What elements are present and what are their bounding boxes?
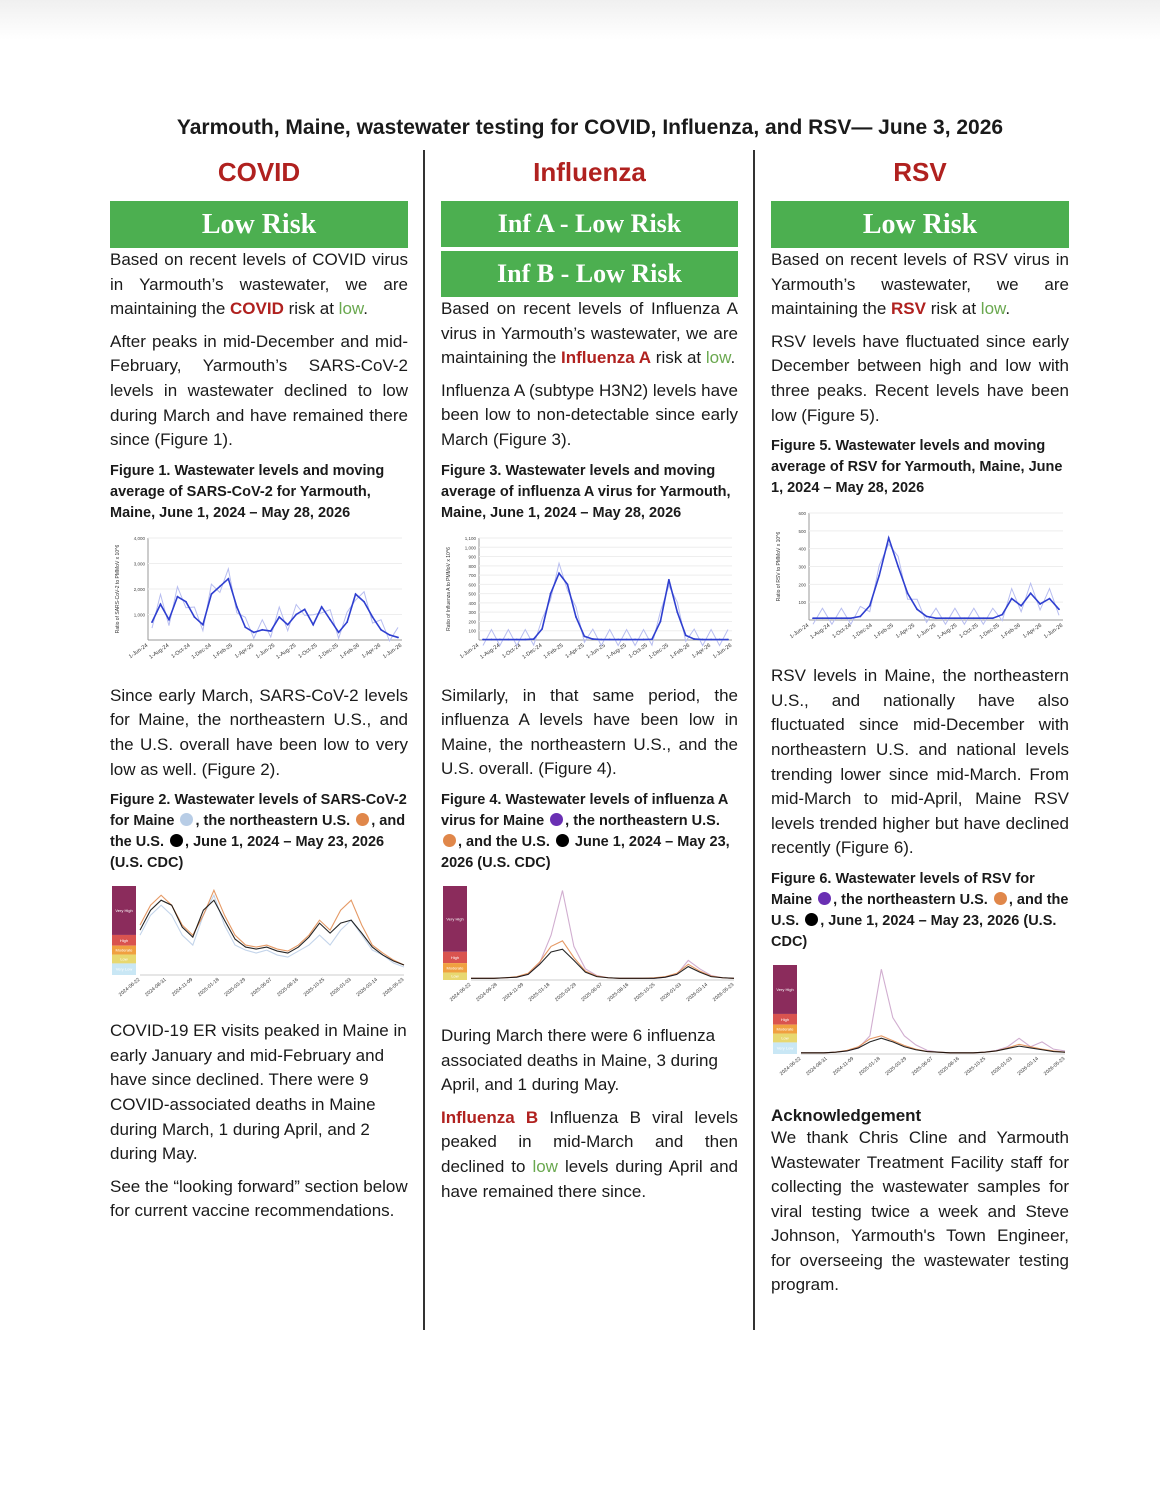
page-title: Yarmouth, Maine, wastewater testing for COVID, Influenza, and RSV— June 3, 2026: [176, 116, 1004, 139]
data-point: [869, 605, 871, 607]
flu-paragraph-3: Similarly, in that same period, the influenza A levels have been low in Maine, the northeastern U.S., and the U.S. overall. (Figure 4).: [441, 685, 738, 779]
x-tick-label: 2025-08-16: [606, 981, 631, 1003]
data-point: [878, 575, 880, 577]
x-tick-label: 1-Oct-24: [831, 622, 853, 641]
y-tick-label: 300: [468, 609, 476, 615]
data-point: [338, 631, 340, 633]
x-tick-label: 1-Apr-26: [361, 642, 382, 660]
x-tick-label: 1-Dec-25: [317, 642, 340, 661]
data-point: [372, 616, 374, 618]
data-point: [831, 617, 833, 619]
us-black-dot-icon: [556, 834, 569, 847]
data-point: [1039, 603, 1041, 605]
data-point: [312, 624, 314, 626]
covid-paragraph-1: Based on recent levels of COVID virus in Yarmouth’s wastewater, we are maintaining the COVID risk at low.: [110, 250, 408, 319]
rsv-paragraph-2: RSV levels have fluctuated since early December between high and low with three peaks. Recent levels have been low (Figure 5).: [771, 331, 1069, 425]
x-tick-label: 2026-01-03: [990, 1055, 1014, 1077]
x-tick-label: 2026-03-14: [355, 977, 379, 999]
x-tick-label: 1-Jun-26: [711, 642, 734, 660]
x-tick-label: 1-Feb-26: [1000, 622, 1022, 641]
y-tick-label: 1,000: [133, 612, 145, 618]
data-point: [693, 638, 695, 640]
flu-paragraph-2: Influenza A (subtype H3N2) levels have been low to non-detectable since early March (Figure 3).: [441, 380, 738, 449]
x-tick-label: 1-Jun-25: [585, 642, 607, 660]
data-point: [1030, 593, 1032, 595]
y-tick-label: 500: [468, 591, 476, 597]
x-tick-label: 1-Aug-25: [936, 622, 959, 641]
data-point: [507, 638, 509, 640]
y-tick-label: 200: [468, 619, 476, 625]
x-tick-label: 2025-10-25: [302, 977, 327, 999]
flu-paragraph-5: Influenza B Influenza B viral levels peaked in mid-March and then declined to low levels during April and have remained there since.: [441, 1107, 739, 1201]
data-point: [1020, 605, 1022, 607]
influenza-column: [441, 155, 738, 1212]
maine-purple-dot-icon: [818, 892, 831, 905]
column-divider-right: [753, 150, 755, 1330]
data-point: [253, 631, 255, 633]
series-line: [471, 949, 734, 978]
x-tick-label: 1-Oct-25: [627, 642, 649, 660]
data-point: [617, 638, 619, 640]
x-tick-label: 1-Aug-25: [605, 642, 628, 661]
y-axis-label: Ratio of Influenza A to PMMoV x 10^6: [446, 546, 452, 631]
data-point: [567, 583, 569, 585]
x-tick-label: 1-Aug-24: [148, 642, 171, 661]
data-point: [1049, 598, 1051, 600]
x-tick-label: 1-Jun-25: [915, 622, 938, 641]
x-tick-label: 2026-05-23: [711, 981, 736, 1003]
data-point: [982, 617, 984, 619]
x-tick-label: 2024-06-22: [117, 977, 142, 999]
level-label: Low: [781, 1035, 789, 1041]
moving-average-line: [813, 538, 1059, 618]
figure-4-caption: Figure 4. Wastewater levels of influenza A virus for Maine , the northeastern U.S. , and the U.S. June 1, 2024 – May 23, 2026 (U.S. CDC): [441, 791, 730, 871]
data-point: [935, 617, 937, 619]
inf-a-risk-banner: Inf A - Low Risk: [441, 201, 738, 247]
figure-1-chart: [110, 532, 408, 672]
data-point: [660, 620, 662, 622]
data-point: [850, 617, 852, 619]
data-point: [719, 638, 721, 640]
level-label: Very High: [115, 908, 133, 914]
y-axis-label: Ratio of RSV to PMMoV x 10^6: [776, 531, 782, 602]
x-tick-label: 2025-06-07: [249, 977, 274, 999]
data-point: [859, 616, 861, 618]
x-tick-label: 2025-03-29: [554, 981, 578, 1003]
data-point: [202, 624, 204, 626]
series-line: [140, 900, 404, 965]
level-label: High: [119, 937, 129, 943]
x-tick-label: 1-Apr-25: [564, 642, 586, 660]
y-tick-label: 800: [468, 563, 476, 569]
data-point: [727, 638, 729, 640]
x-tick-label: 2024-11-09: [831, 1055, 856, 1077]
x-tick-label: 2026-03-14: [1016, 1055, 1040, 1077]
flu-paragraph-1: Based on recent levels of Influenza A virus in Yarmouth’s wastewater, we are maintaining the Influenza A risk at low.: [441, 299, 738, 368]
x-tick-label: 2025-10-25: [632, 981, 657, 1003]
level-label: Very Low: [115, 966, 133, 972]
inf-b-risk-banner: Inf B - Low Risk: [441, 251, 738, 297]
y-tick-label: 100: [468, 628, 476, 634]
level-label: Moderate: [776, 1026, 794, 1032]
x-tick-label: 1-Feb-26: [339, 642, 361, 661]
y-axis-label: Ratio of SARS-CoV-2 to PMMoV x 10^6: [115, 544, 121, 633]
data-point: [973, 617, 975, 619]
data-point: [355, 593, 357, 595]
data-point: [558, 572, 560, 574]
x-tick-label: 2025-10-25: [963, 1055, 988, 1077]
data-point: [380, 629, 382, 631]
x-tick-label: 2024-11-09: [170, 977, 195, 998]
x-tick-label: 1-Oct-25: [958, 622, 980, 641]
ne-orange-dot-icon: [356, 813, 369, 826]
data-point: [329, 618, 331, 620]
data-point: [945, 617, 947, 619]
data-point: [219, 585, 221, 587]
series-line: [801, 1036, 1065, 1053]
x-tick-label: 2026-01-03: [659, 981, 683, 1003]
x-tick-label: 2024-08-31: [144, 977, 168, 999]
rsv-column: [771, 155, 1069, 1306]
data-point: [236, 606, 238, 608]
data-point: [287, 624, 289, 626]
x-tick-label: 1-Dec-24: [190, 642, 213, 661]
x-tick-label: 1-Aug-24: [809, 622, 832, 641]
x-tick-label: 1-Aug-24: [479, 642, 502, 661]
y-tick-label: 200: [798, 582, 806, 588]
x-tick-label: 1-Dec-25: [647, 642, 670, 661]
figure-5-chart: [771, 507, 1069, 652]
y-tick-label: 100: [798, 600, 806, 606]
y-tick-label: 900: [468, 554, 476, 560]
acknowledgement-title: Acknowledgement: [771, 1105, 922, 1125]
x-tick-label: 1-Apr-25: [895, 622, 916, 641]
x-tick-label: 2025-06-07: [910, 1055, 935, 1077]
x-tick-label: 1-Feb-25: [542, 642, 565, 661]
x-tick-label: 1-Feb-25: [873, 622, 895, 641]
data-point: [346, 621, 348, 623]
x-tick-label: 2024-06-22: [778, 1055, 803, 1077]
x-tick-label: 1-Jun-26: [381, 642, 404, 660]
data-point: [954, 617, 956, 619]
x-tick-label: 2026-05-23: [1042, 1055, 1067, 1077]
series-line: [801, 969, 1065, 1053]
x-tick-label: 1-Feb-25: [212, 642, 234, 661]
data-point: [888, 537, 890, 539]
data-point: [160, 603, 162, 605]
data-point: [992, 617, 994, 619]
data-point: [541, 628, 543, 630]
figure-3-caption: Figure 3. Wastewater levels and moving average of influenza A virus for Yarmouth, Maine, June 1, 2024 – May 28, 2026: [441, 462, 731, 521]
flu-paragraph-4: During March there were 6 influenza associated deaths in Maine, 3 during April, and 1 during May.: [441, 1025, 718, 1095]
figure-6-caption: Figure 6. Wastewater levels of RSV for Maine , the northeastern U.S. , and the U.S. , June 1, 2024 – May 23, 2026 (U.S. CDC): [771, 870, 1069, 950]
moving-average-line: [483, 573, 728, 639]
x-tick-label: 2024-08-31: [805, 1055, 829, 1077]
ne-orange-dot-icon: [443, 834, 456, 847]
data-point: [609, 638, 611, 640]
data-point: [702, 638, 704, 640]
data-point: [1011, 598, 1013, 600]
covid-paragraph-3: Since early March, SARS-CoV-2 levels for Maine, the northeastern U.S., and the U.S. overall have been low to very low as well. (Figure 2).: [110, 685, 408, 779]
x-tick-label: 2025-08-16: [937, 1055, 961, 1077]
moving-average-line: [152, 579, 398, 638]
rsv-heading: RSV: [893, 157, 947, 187]
data-point: [1001, 614, 1003, 616]
x-tick-label: 1-Apr-25: [234, 642, 255, 660]
data-point: [822, 617, 824, 619]
data-point: [295, 613, 297, 615]
figure-2-caption: Figure 2. Wastewater levels of SARS-CoV-2 for Maine , the northeastern U.S. , and the U.S. , June 1, 2024 – May 23, 2026 (U.S. CDC): [110, 792, 407, 872]
data-point: [575, 615, 577, 617]
data-point: [321, 606, 323, 608]
series-line: [471, 890, 734, 978]
y-tick-label: 600: [798, 511, 806, 517]
x-tick-label: 1-Apr-26: [1022, 622, 1043, 641]
level-label: Very High: [446, 916, 464, 922]
column-divider-left: [423, 150, 425, 1330]
y-tick-label: 300: [798, 564, 806, 570]
x-tick-label: 2024-11-09: [501, 981, 525, 1003]
figure-1-caption: Figure 1. Wastewater levels and moving average of SARS-CoV-2 for Yarmouth, Maine, June 1, 2024 – May 28, 2026: [110, 462, 385, 521]
x-tick-label: 1-Jun-24: [127, 642, 150, 660]
x-tick-label: 1-Oct-24: [170, 642, 192, 660]
data-point: [907, 593, 909, 595]
data-point: [363, 601, 365, 603]
y-tick-label: 700: [468, 572, 476, 578]
data-point: [278, 616, 280, 618]
acknowledgement-text: We thank Chris Cline and Yarmouth Wastewater Treatment Facility staff for collecting the wastewater samples for viral testing twice a week and Steve Johnson, Yarmouth's Town Engineer, for overseeing the wastewater testing program.: [771, 1127, 1069, 1295]
data-point: [482, 638, 484, 640]
ne-orange-dot-icon: [994, 892, 1007, 905]
y-tick-label: 600: [468, 581, 476, 587]
x-tick-label: 2025-06-07: [580, 981, 604, 1003]
x-tick-label: 2026-01-03: [329, 977, 353, 999]
covid-heading: COVID: [217, 157, 301, 187]
series-line: [140, 890, 404, 965]
us-black-dot-icon: [170, 834, 183, 847]
x-tick-label: 1-Dec-25: [978, 622, 1001, 641]
data-point: [897, 566, 899, 568]
data-point: [685, 634, 687, 636]
data-point: [185, 601, 187, 603]
data-point: [177, 596, 179, 598]
x-tick-label: 1-Dec-24: [851, 622, 874, 641]
data-point: [524, 638, 526, 640]
level-label: Very High: [776, 986, 794, 992]
covid-paragraph-5: See the “looking forward” section below for current vaccine recommendations.: [110, 1176, 408, 1221]
figure-2-chart: [110, 882, 408, 1007]
covid-paragraph-4: COVID-19 ER visits peaked in Maine in early January and mid-February and have since declined. There were 9 COVID-associated deaths in Maine during March, 1 during April, and 2 during May.: [110, 1021, 407, 1164]
data-point: [244, 626, 246, 628]
maine-purple-dot-icon: [550, 813, 563, 826]
influenza-heading: Influenza: [533, 157, 646, 187]
data-point: [194, 616, 196, 618]
data-point: [227, 578, 229, 580]
rsv-paragraph-1: Based on recent levels of RSV virus in Yarmouth’s wastewater, we are maintaining the RSV risk at low.: [771, 250, 1069, 319]
x-tick-label: 1-Dec-24: [521, 642, 544, 661]
raw-series-line: [152, 569, 398, 641]
x-tick-label: 1-Oct-25: [297, 642, 319, 660]
x-tick-label: 1-Jun-26: [1042, 622, 1065, 641]
data-point: [491, 638, 493, 640]
data-point: [583, 635, 585, 637]
us-black-dot-icon: [805, 913, 818, 926]
y-tick-label: 1,000: [464, 544, 476, 550]
y-tick-label: 400: [798, 546, 806, 552]
x-tick-label: 1-Oct-24: [501, 642, 523, 660]
data-point: [643, 638, 645, 640]
maine-lightblue-dot-icon: [180, 813, 193, 826]
data-point: [499, 638, 501, 640]
y-tick-label: 3,000: [133, 561, 145, 567]
x-tick-label: 1-Jun-25: [254, 642, 277, 660]
data-point: [626, 638, 628, 640]
y-tick-label: 4,000: [133, 535, 145, 541]
y-tick-label: 500: [798, 528, 806, 534]
level-label: Low: [451, 973, 459, 979]
x-tick-label: 1-Jun-24: [458, 642, 481, 660]
data-point: [926, 616, 928, 618]
x-tick-label: 2025-01-18: [858, 1055, 882, 1077]
data-point: [916, 609, 918, 611]
x-tick-label: 1-Apr-26: [691, 642, 713, 660]
x-tick-label: 2024-09-28: [475, 981, 499, 1003]
data-point: [210, 593, 212, 595]
covid-column: [110, 155, 408, 1232]
data-point: [389, 634, 391, 636]
data-point: [668, 578, 670, 580]
covid-paragraph-2: After peaks in mid-December and mid-February, Yarmouth’s SARS-CoV-2 levels in wastewater declined to low during March and have remained there since (Figure 1).: [110, 331, 408, 450]
level-label: High: [450, 954, 460, 960]
data-point: [270, 630, 272, 632]
data-point: [812, 617, 814, 619]
data-point: [676, 611, 678, 613]
figure-6-chart: [771, 961, 1069, 1086]
level-label: Very Low: [776, 1045, 794, 1051]
x-tick-label: 1-Feb-26: [669, 642, 691, 661]
rsv-paragraph-3: RSV levels in Maine, the northeastern U.S., and nationally have also fluctuated since mid-December with northeastern U.S. and national levels trending lower since mid-March. From mid-March to mid-April, Maine RSV levels trended higher but have declined recently (Figure 6).: [771, 666, 1069, 858]
data-point: [261, 629, 263, 631]
figure-4-chart: [441, 882, 738, 1012]
data-point: [168, 618, 170, 620]
data-point: [710, 638, 712, 640]
data-point: [550, 592, 552, 594]
data-point: [634, 638, 636, 640]
y-tick-label: 400: [468, 600, 476, 606]
data-point: [304, 608, 306, 610]
covid-risk-banner: Low Risk: [110, 201, 408, 248]
x-tick-label: 2026-05-23: [381, 977, 406, 999]
data-point: [397, 636, 399, 638]
x-tick-label: 2025-08-16: [276, 977, 300, 999]
x-tick-label: 1-Jun-24: [788, 622, 811, 641]
y-tick-label: 2,000: [133, 586, 145, 592]
data-point: [516, 638, 518, 640]
x-tick-label: 2026-03-14: [685, 981, 709, 1003]
y-tick-label: 1,100: [464, 535, 476, 541]
x-tick-label: 2025-03-29: [223, 977, 247, 999]
data-point: [963, 617, 965, 619]
level-label: Moderate: [115, 947, 133, 953]
series-line: [471, 941, 734, 978]
data-point: [600, 638, 602, 640]
data-point: [533, 638, 535, 640]
data-point: [151, 621, 153, 623]
data-point: [592, 638, 594, 640]
x-tick-label: 2024-06-22: [448, 981, 473, 1003]
figure-5-caption: Figure 5. Wastewater levels and moving average of RSV for Yarmouth, Maine, June 1, 2024 – May 28, 2026: [771, 438, 1063, 497]
x-tick-label: 2025-01-18: [197, 977, 221, 999]
level-label: Moderate: [446, 965, 464, 971]
data-point: [651, 638, 653, 640]
level-label: High: [780, 1016, 790, 1022]
data-point: [840, 617, 842, 619]
x-tick-label: 2025-03-29: [884, 1055, 908, 1077]
x-tick-label: 2025-01-18: [527, 981, 552, 1003]
figure-3-chart: [441, 532, 738, 672]
data-point: [1058, 609, 1060, 611]
level-label: Low: [120, 956, 128, 962]
rsv-risk-banner: Low Risk: [771, 201, 1069, 248]
x-tick-label: 1-Aug-25: [275, 642, 298, 661]
